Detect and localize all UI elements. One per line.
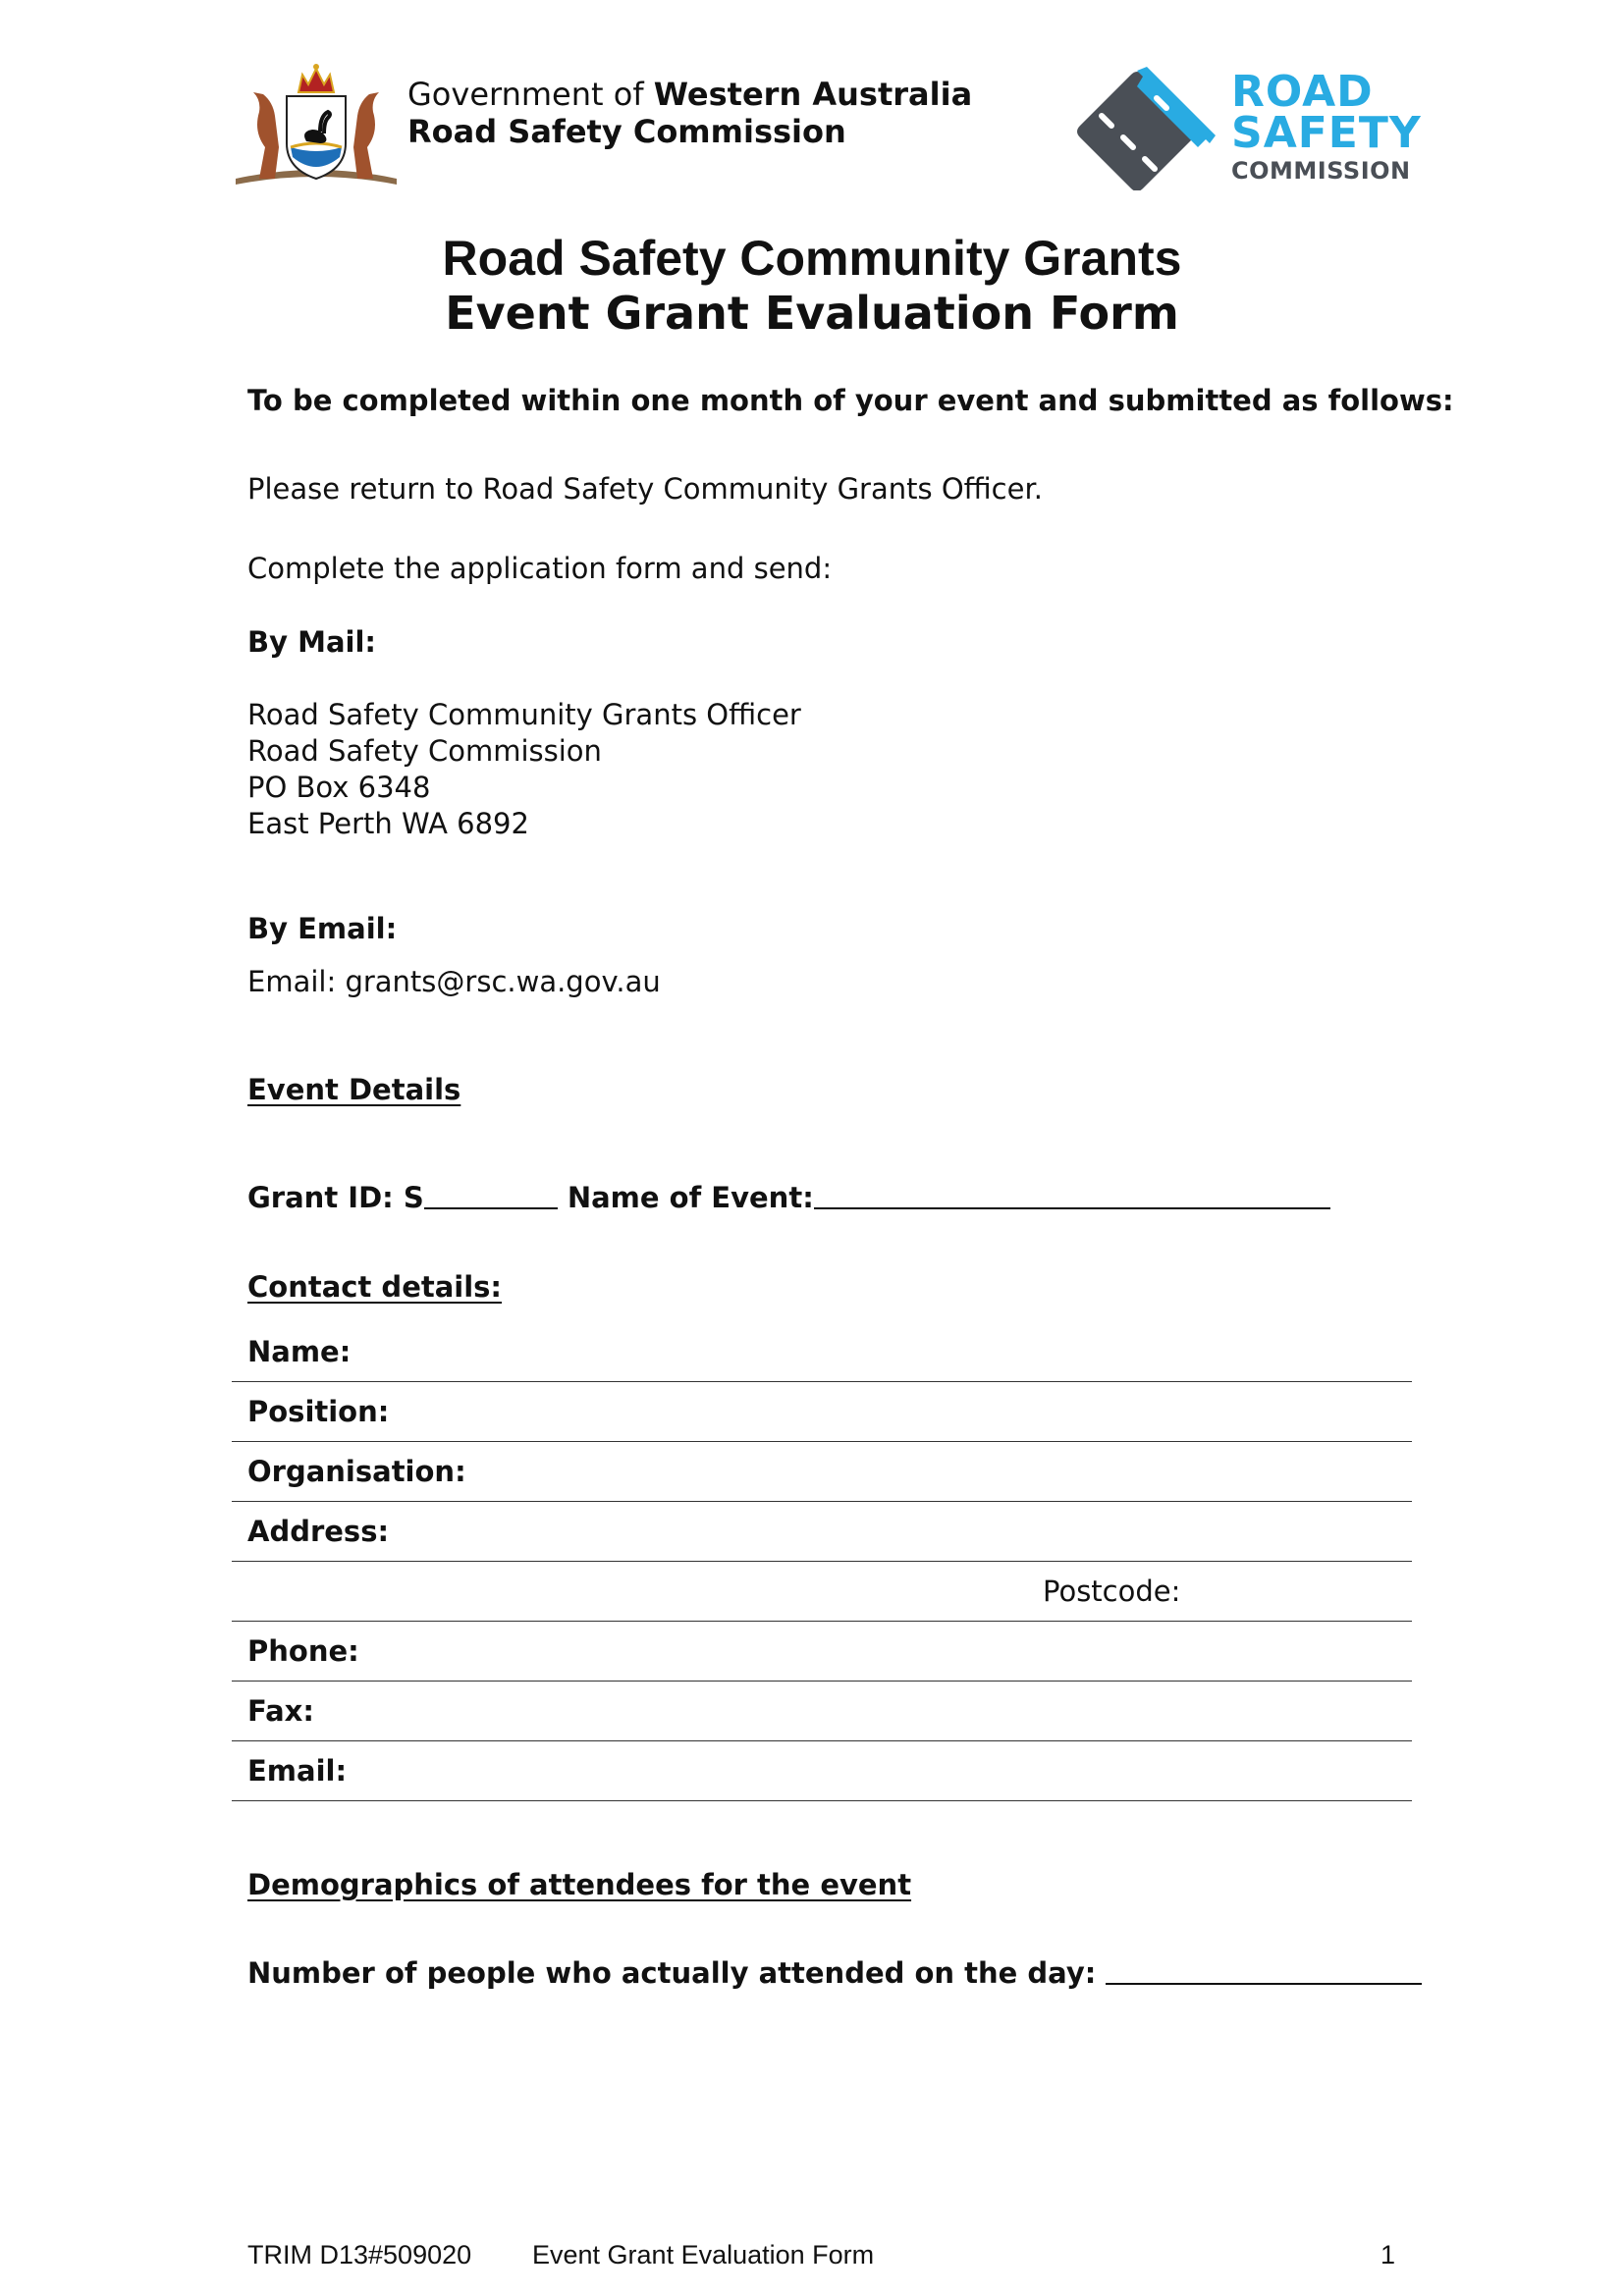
- completion-instruction: To be completed within one month of your event and submitted as follows:: [247, 384, 1454, 417]
- phone-label: Phone:: [247, 1634, 359, 1668]
- contact-details-heading: Contact details:: [247, 1270, 503, 1304]
- position-label: Position:: [247, 1395, 390, 1428]
- gov-prefix: Government of: [407, 76, 644, 113]
- by-email-heading: By Email:: [247, 912, 398, 945]
- page-number: 1: [1380, 2240, 1396, 2269]
- name-label: Name:: [247, 1335, 352, 1368]
- attendance-label: Number of people who actually attended on the day:: [247, 1956, 1097, 1990]
- demographics-heading: Demographics of attendees for the event: [247, 1868, 912, 1901]
- fax-label: Fax:: [247, 1694, 314, 1728]
- contact-position-row[interactable]: [232, 1382, 1412, 1442]
- grant-id-field[interactable]: [424, 1206, 558, 1209]
- contact-postcode-row[interactable]: [232, 1562, 1412, 1622]
- trim-reference: TRIM D13#509020: [247, 2240, 472, 2269]
- page-title: Road Safety Community Grants: [442, 231, 1182, 286]
- wa-government-crest-icon: [230, 53, 403, 190]
- grant-id-label: Grant ID: S: [247, 1181, 424, 1214]
- event-details-heading: Event Details: [247, 1073, 461, 1106]
- brand-word-road: ROAD: [1231, 67, 1374, 117]
- event-name-label: Name of Event:: [567, 1181, 814, 1214]
- government-title: [407, 76, 973, 113]
- attendance-field[interactable]: [1106, 1982, 1422, 1985]
- event-name-field[interactable]: [814, 1206, 1330, 1209]
- send-instruction: Complete the application form and send:: [247, 552, 833, 585]
- page-subtitle: Event Grant Evaluation Form: [445, 287, 1179, 340]
- road-safety-logo-icon: [1072, 63, 1219, 190]
- by-mail-heading: By Mail:: [247, 625, 377, 659]
- gov-state: Western Australia: [653, 76, 973, 113]
- contact-email-row[interactable]: [232, 1741, 1412, 1801]
- address-line: Road Safety Community Grants Officer: [247, 698, 801, 731]
- contact-phone-row[interactable]: [232, 1622, 1412, 1682]
- department-name: Road Safety Commission: [407, 113, 846, 150]
- brand-word-commission: COMMISSION: [1231, 157, 1411, 185]
- email-label: Email:: [247, 1754, 348, 1788]
- contact-organisation-row[interactable]: [232, 1442, 1412, 1502]
- address-line: Road Safety Commission: [247, 734, 602, 768]
- organisation-label: Organisation:: [247, 1455, 466, 1488]
- address-label: Address:: [247, 1515, 390, 1548]
- submission-email: Email: grants@rsc.wa.gov.au: [247, 965, 661, 998]
- event-id-row: [247, 1181, 1330, 1214]
- address-line: East Perth WA 6892: [247, 807, 529, 840]
- return-instruction: Please return to Road Safety Community Grants Officer.: [247, 472, 1043, 506]
- contact-fax-row[interactable]: [232, 1682, 1412, 1741]
- footer-document-title: Event Grant Evaluation Form: [532, 2240, 875, 2269]
- contact-address-row[interactable]: [232, 1502, 1412, 1562]
- postcode-label: Postcode:: [1043, 1575, 1181, 1608]
- brand-word-safety: SAFETY: [1231, 108, 1422, 158]
- attendance-row: [247, 1956, 1422, 1990]
- contact-name-row[interactable]: [232, 1322, 1412, 1382]
- address-line: PO Box 6348: [247, 771, 431, 804]
